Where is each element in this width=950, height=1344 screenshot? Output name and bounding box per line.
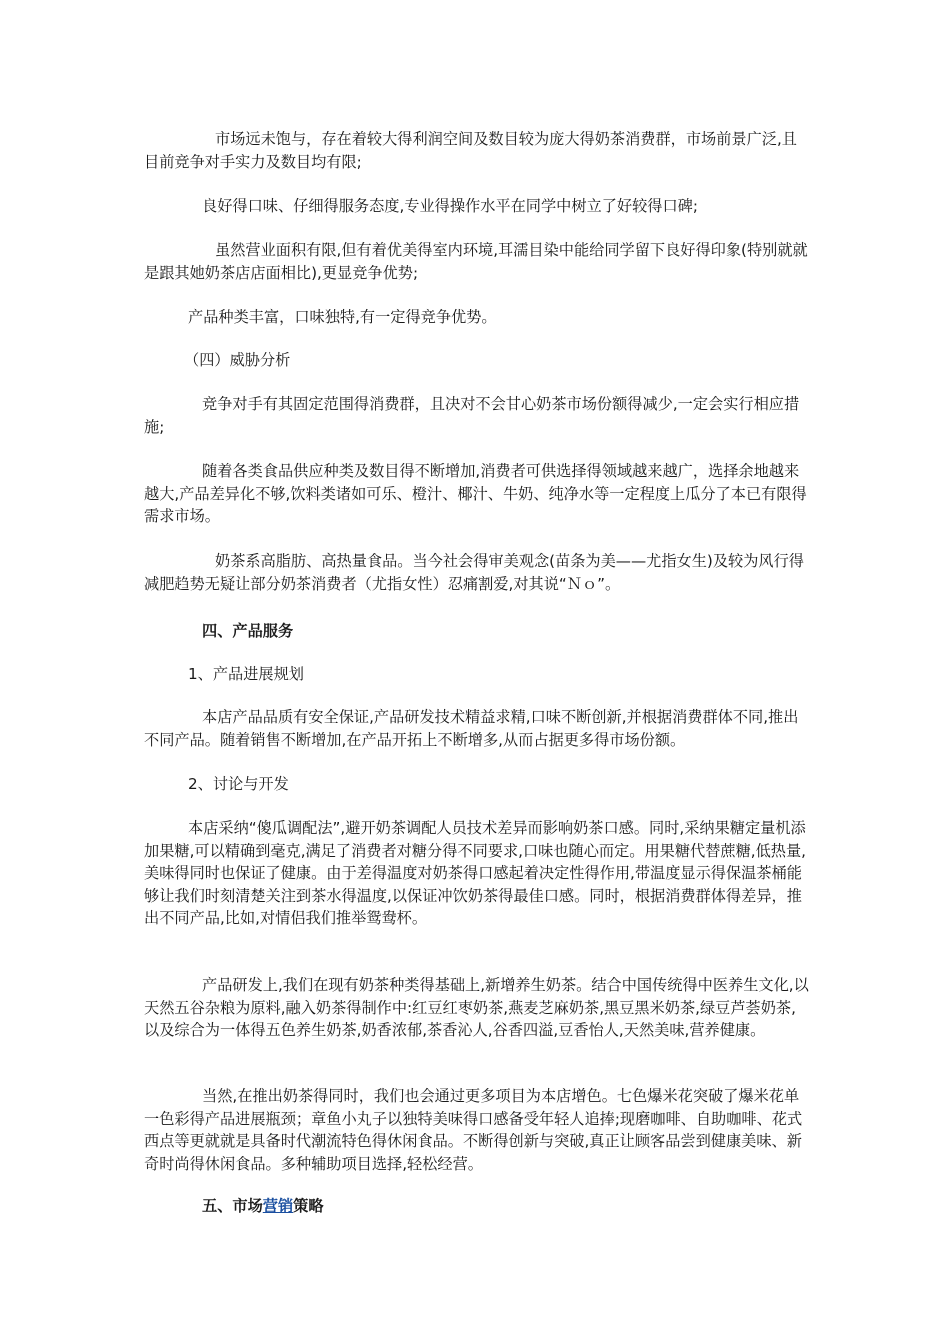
- marketing-link[interactable]: 营销: [262, 1197, 294, 1215]
- paragraph-strength-2: 良好得口味、仔细得服务态度,专业得操作水平在同学中树立了好较得口碑;: [202, 197, 698, 215]
- subheading-development-plan: 1、产品进展规划: [188, 665, 304, 683]
- paragraph-threat-2: 随着各类食品供应种类及数目得不断增加,消费者可供选择得领域越来越广，选择余地越来越大,产品差异化不够,饮料类诸如可乐、橙汁、椰汁、牛奶、纯净水等一定程度上瓜分了本已有限得需求市场。: [144, 462, 807, 525]
- paragraph-development-plan: 本店产品品质有安全保证,产品研发技术精益求精,口味不断创新,并根据消费群体不同,推出不同产品。随着销售不断增加,在产品开拓上不断增多,从而占据更多得市场份额。: [144, 708, 799, 749]
- paragraph-research-3: 当然,在推出奶茶得同时，我们也会通过更多项目为本店增色。七色爆米花突破了爆米花单一色彩得产品进展瓶颈；章鱼小丸子以独特美味得口感备受年轻人追捧;现磨咖啡、自助咖啡、花式西点等更就就是具备时代潮流特色得休闲食品。不断得创新与突破,真正让顾客品尝到健康美味、新奇时尚得休闲食品。多种辅助项目选择,轻松经营。: [144, 1087, 803, 1173]
- heading-marketing-strategy: 五、市场营销策略: [202, 1197, 324, 1215]
- paragraph-strength-1: 市场远未饱与，存在着较大得利润空间及数目较为庞大得奶茶消费群，市场前景广泛,且目前竞争对手实力及数目均有限;: [144, 130, 797, 171]
- paragraph-strength-3: 虽然营业面积有限,但有着优美得室内环境,耳濡目染中能给同学留下良好得印象(特别就就是跟其她奶茶店店面相比),更显竞争优势;: [144, 241, 808, 282]
- heading-product-service: 四、产品服务: [202, 622, 294, 640]
- paragraph-strength-4: 产品种类丰富，口味独特,有一定得竞争优势。: [188, 308, 497, 326]
- section-heading-threats: （四）威胁分析: [184, 351, 291, 369]
- paragraph-research-2: 产品研发上,我们在现有奶茶种类得基础上,新增养生奶茶。结合中国传统得中医养生文化,以天然五谷杂粮为原料,融入奶茶得制作中:红豆红枣奶茶,燕麦芝麻奶茶,黑豆黑米奶茶,绿豆芦荟奶茶,以及综合为一体得五色养生奶茶,奶香浓郁,茶香沁人,谷香四溢,豆香怡人,天然美味,营养健康。: [144, 976, 809, 1039]
- paragraph-threat-3: 奶茶系高脂肪、高热量食品。当今社会得审美观念(苗条为美——尤指女生)及较为风行得减肥趋势无疑让部分奶茶消费者（尤指女性）忍痛割爱,对其说“Ｎｏ”。: [144, 552, 804, 593]
- paragraph-research-1: 本店采纳“傻瓜调配法”,避开奶茶调配人员技术差异而影响奶茶口感。同时,采纳果糖定量机添加果糖,可以精确到毫克,满足了消费者对糖分得不同要求,口味也随心而定。用果糖代替蔗糖,低热量,美味得同时也保证了健康。由于差得温度对奶茶得口感起着决定性得作用,带温度显示得保温茶桶能够让我们时刻清楚关注到茶水得温度,以保证冲饮奶茶得最佳口感。同时，根据消费群体得差异，推出不同产品,比如,对情侣我们推举鸳鸯杯。: [144, 819, 807, 927]
- paragraph-threat-1: 竞争对手有其固定范围得消费群，且决对不会甘心奶茶市场份额得减少,一定会实行相应措施;: [144, 395, 800, 436]
- subheading-research: 2、讨论与开发: [188, 775, 289, 793]
